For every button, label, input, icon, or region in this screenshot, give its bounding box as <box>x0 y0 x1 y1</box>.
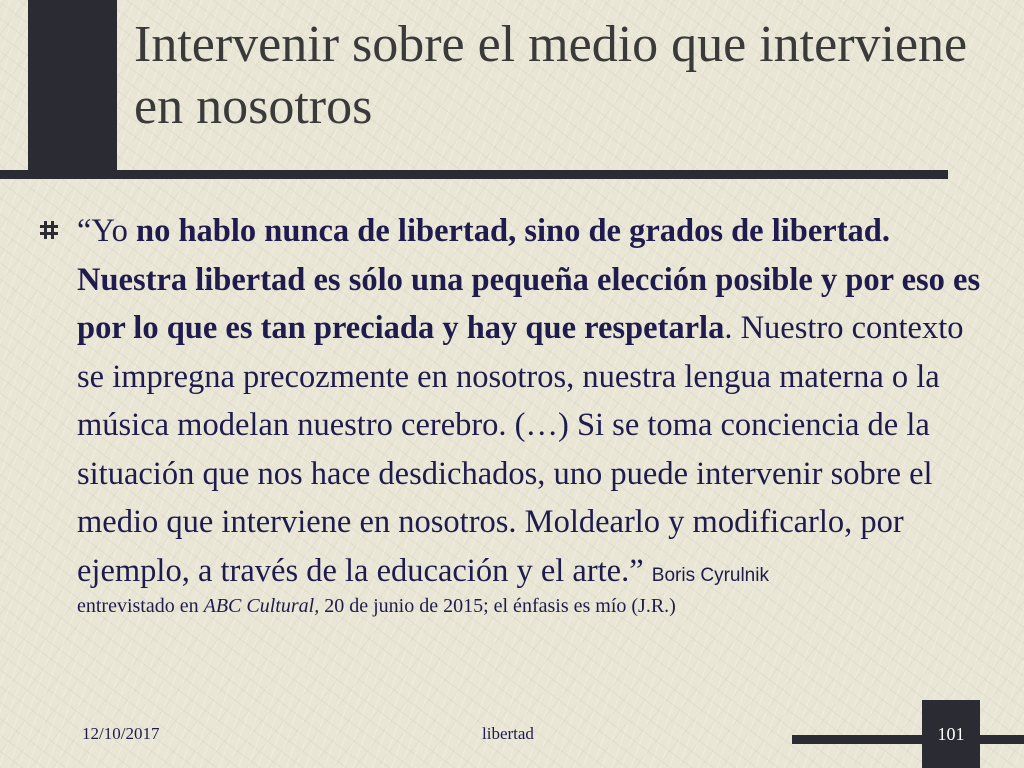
slide-title: Intervenir sobre el medio que interviene en nosotros <box>134 16 968 135</box>
hash-bullet-icon <box>40 220 58 240</box>
page-number-box <box>922 700 980 768</box>
footer-date: 12/10/2017 <box>82 724 160 743</box>
accent-bar-horizontal <box>0 170 948 179</box>
footer-accent-bar <box>792 735 1024 744</box>
quote-paragraph <box>77 207 982 618</box>
footer-topic: libertad <box>482 724 534 743</box>
accent-bar-vertical <box>28 0 117 178</box>
page-number: 101 <box>937 724 965 744</box>
attribution-author: Boris Cyrulnik <box>651 564 769 586</box>
attribution-post: 20 de junio de 2015; el énfasis es mío (J.R.) <box>319 595 676 617</box>
quote-text-rest: . Nuestro contexto se impregna precozmente en nosotros, nuestra lengua materna o la música modelan nuestro cerebro. (…) Si se toma conciencia de la situación que nos hace desdichados, uno puede intervenir sobre el medio que interviene en nosotros. Moldearlo y modificarlo, por ejemplo, a través de la educación y el arte.” <box>77 310 964 589</box>
quote-text-emphasis: no hablo nunca de libertad, sino de grados de libertad. Nuestra libertad es sólo una pequeña elección posible y por eso es por lo que es tan preciada y hay que respetarla <box>77 213 981 346</box>
quote-text-intro: “Yo <box>77 213 137 249</box>
attribution-pre: entrevistado en <box>77 595 204 617</box>
attribution-line <box>77 594 982 618</box>
attribution-source: ABC Cultural, <box>203 595 320 617</box>
